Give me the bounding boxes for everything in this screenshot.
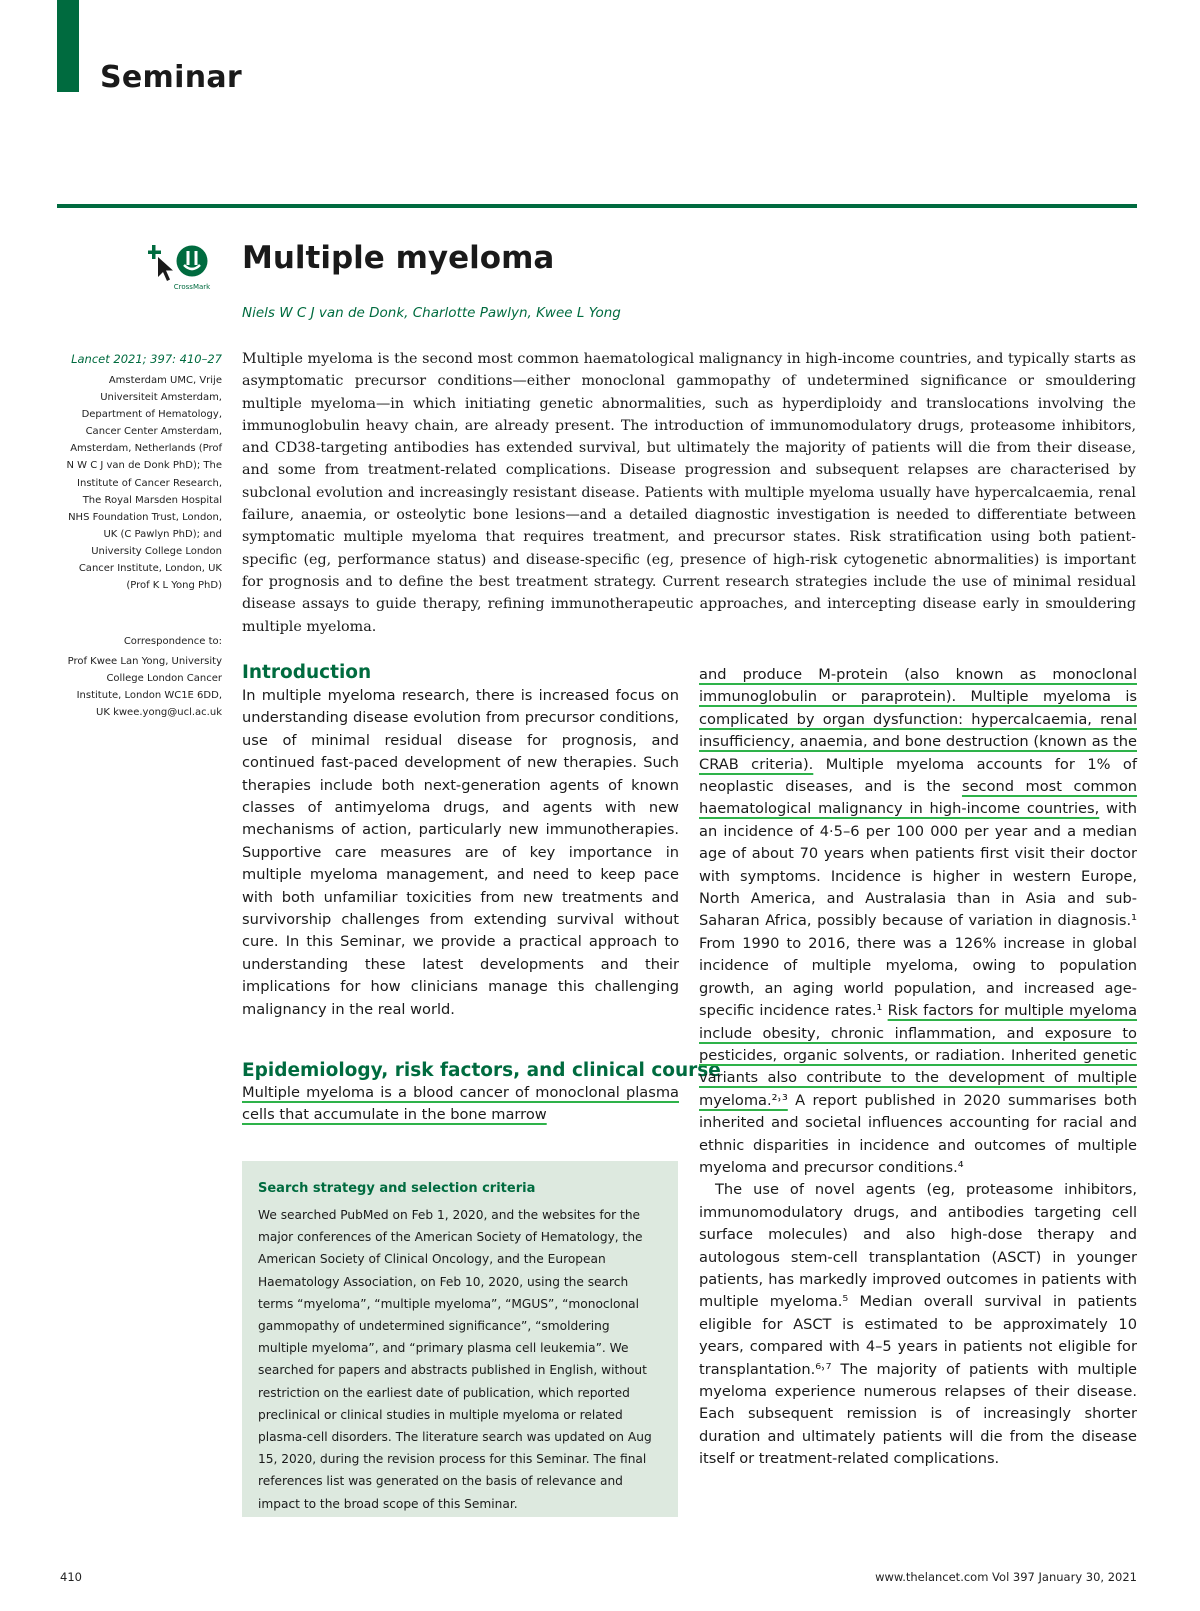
author-list[interactable]: Niels W C J van de Donk, Charlotte Pawlyn, Kwee L Yong <box>242 305 621 321</box>
section-color-bar <box>57 0 79 92</box>
heading-introduction: Introduction <box>242 662 372 683</box>
citation: Lancet 2021; 397: 410–27 <box>71 352 222 366</box>
page-number: 410 <box>60 1570 82 1584</box>
header-rule <box>57 204 1137 208</box>
panel-title: Search strategy and selection criteria <box>258 1181 536 1196</box>
highlighted-text: second most common haematological malignancy in high-income countries, <box>699 778 1138 818</box>
highlighted-text: Multiple myeloma is a blood cancer of monoclonal plasma cells that accumulate in the bone marrow <box>242 1084 679 1124</box>
right-column <box>699 664 1137 1471</box>
svg-text:CrossMark: CrossMark <box>173 283 211 291</box>
article-title: Multiple myeloma <box>242 240 555 276</box>
right-paragraph-2: The use of novel agents (eg, proteasome inhibitors, immunomodulatory drugs, and antibodies targeting cell surface molecules) and also high-dose therapy and autologous stem-cell transplantation (ASCT) in younger patients, has markedly improved outcomes in patients with multiple myeloma.⁵ Median overall survival in patients eligible for ASCT is estimated to be approximately 10 years, compared with 4–5 years in patients not eligible for transplantation.⁶˒⁷ The majority of patients with multiple myeloma experience numerous relapses of their disease. Each subsequent remission is of increasingly shorter duration and ultimately patients will die from the disease itself or treatment-related complications. <box>699 1181 1137 1468</box>
highlighted-text: and produce M-protein (also known as monoclonal immunoglobulin or paraprotein). Multiple myeloma is complicated by organ dysfunction: hypercalcaemia, renal insufficiency, anaemia, and bone destruction (known as the CRAB criteria). <box>699 666 1137 773</box>
heading-epidemiology: Epidemiology, risk factors, and clinical course <box>242 1060 721 1081</box>
highlighted-text: Risk factors for multiple myeloma include obesity, chronic inflammation, and exposure to pesticides, organic solvents, or radiation. Inherited genetic variants also contribute to the development of multiple myeloma.²˒³ <box>699 1002 1138 1109</box>
journal-footer[interactable]: www.thelancet.com Vol 397 January 30, 2021 <box>875 1570 1137 1584</box>
panel-text: We searched PubMed on Feb 1, 2020, and the websites for the major conferences of the American Society of Hematology, the American Society of Clinical Oncology, and the European Haematology Association, on Feb 10, 2020, using the search terms “myeloma”, “multiple myeloma”, “MGUS”, “monoclonal gammopathy of undetermined significance”, “smoldering multiple myeloma”, and “primary plasma cell leukemia”. We searched for papers and abstracts published in English, without restriction on the earliest date of publication, which reported preclinical or clinical studies in multiple myeloma or related plasma-cell disorders. The literature search was updated on Aug 15, 2020, during the revision process for this Seminar. The final references list was generated on the basis of relevance and impact to the broad scope of this Seminar. <box>258 1208 652 1511</box>
intro-paragraph: In multiple myeloma research, there is increased focus on understanding disease evolution from precursor conditions, use of minimal residual disease for prognosis, and continued fast-paced development of new therapies. Such therapies include both next-generation agents of known classes of antimyeloma drugs, and agents with new mechanisms of action, particularly new immunotherapies. Supportive care measures are of key importance in multiple myeloma management, and need to keep pace with both unfamiliar toxicities from new treatments and survivorship challenges from extending survival without cure. In this Seminar, we provide a practical approach to understanding these latest developments and their implications for how clinicians manage this challenging malignancy in the real world. <box>242 687 679 1018</box>
section-label: Seminar <box>100 60 242 95</box>
abstract: Multiple myeloma is the second most common haematological malignancy in high-income countries, and typically starts as asymptomatic precursor conditions—either monoclonal gammopathy of undetermined significance or smouldering multiple myeloma—in which initiating genetic abnormalities, such as hyperdiploidy and translocations involving the immunoglobulin heavy chain, are already present. The introduction of immunomodulatory drugs, proteasome inhibitors, and CD38-targeting antibodies has extended survival, but ultimately the majority of patients will die from their disease, and some from treatment-related complications. Disease progression and subsequent relapses are characterised by subclonal evolution and increasingly resistant disease. Patients with multiple myeloma usually have hypercalcaemia, renal failure, anaemia, or osteolytic bone lesions—and a detailed diagnostic investigation is needed to differentiate between symptomatic multiple myeloma that requires treatment, and precursor states. Risk stratification using both patient-specific (eg, performance status) and disease-specific (eg, presence of high-risk cytogenetic abnormalities) is important for prognosis and to define the best treatment strategy. Current research strategies include the use of minimal residual disease assays to guide therapy, refining immunotherapeutic approaches, and intercepting disease early in smouldering multiple myeloma. <box>242 351 1136 635</box>
body-text: A report published in 2020 summarises both inherited and societal influences accounting for racial and ethnic disparities in incidence and outcomes of multiple myeloma and precursor conditions.⁴ <box>699 1091 1137 1176</box>
correspondence-address: Prof Kwee Lan Yong, University College London Cancer Institute, London WC1E 6DD, UK kwee.yong@ucl.ac.uk <box>67 656 222 719</box>
search-strategy-panel <box>242 1161 678 1517</box>
affiliations: Amsterdam UMC, Vrije Universiteit Amsterdam, Department of Hematology, Cancer Center Amsterdam, Amsterdam, Netherlands (Prof N W C J van de Donk PhD); The Institute of Cancer Research, The Royal Marsden Hospital NHS Foundation Trust, London, UK (C Pawlyn PhD); and University College London Cancer Institute, London, UK (Prof K L Yong PhD) <box>66 375 222 592</box>
correspondence-label: Correspondence to: <box>123 636 222 647</box>
epidemiology-paragraph <box>242 1082 679 1127</box>
right-paragraph-1 <box>699 664 1137 1179</box>
body-text: with an incidence of 4·5–6 per 100 000 per year and a median age of about 70 years when patients first visit their doctor with symptoms. Incidence is higher in western Europe, North America, and Australasia than in Asia and sub-Saharan Africa, possibly because of variation in diagnosis.¹ From 1990 to 2016, there was a 126% increase in global incidence of multiple myeloma, owing to population growth, an aging world population, and increased age-specific incidence rates.¹ <box>699 800 1138 1020</box>
crossmark-icon[interactable] <box>148 243 228 297</box>
body-text: Multiple myeloma accounts for 1% of neoplastic diseases, and is the <box>699 755 1137 796</box>
